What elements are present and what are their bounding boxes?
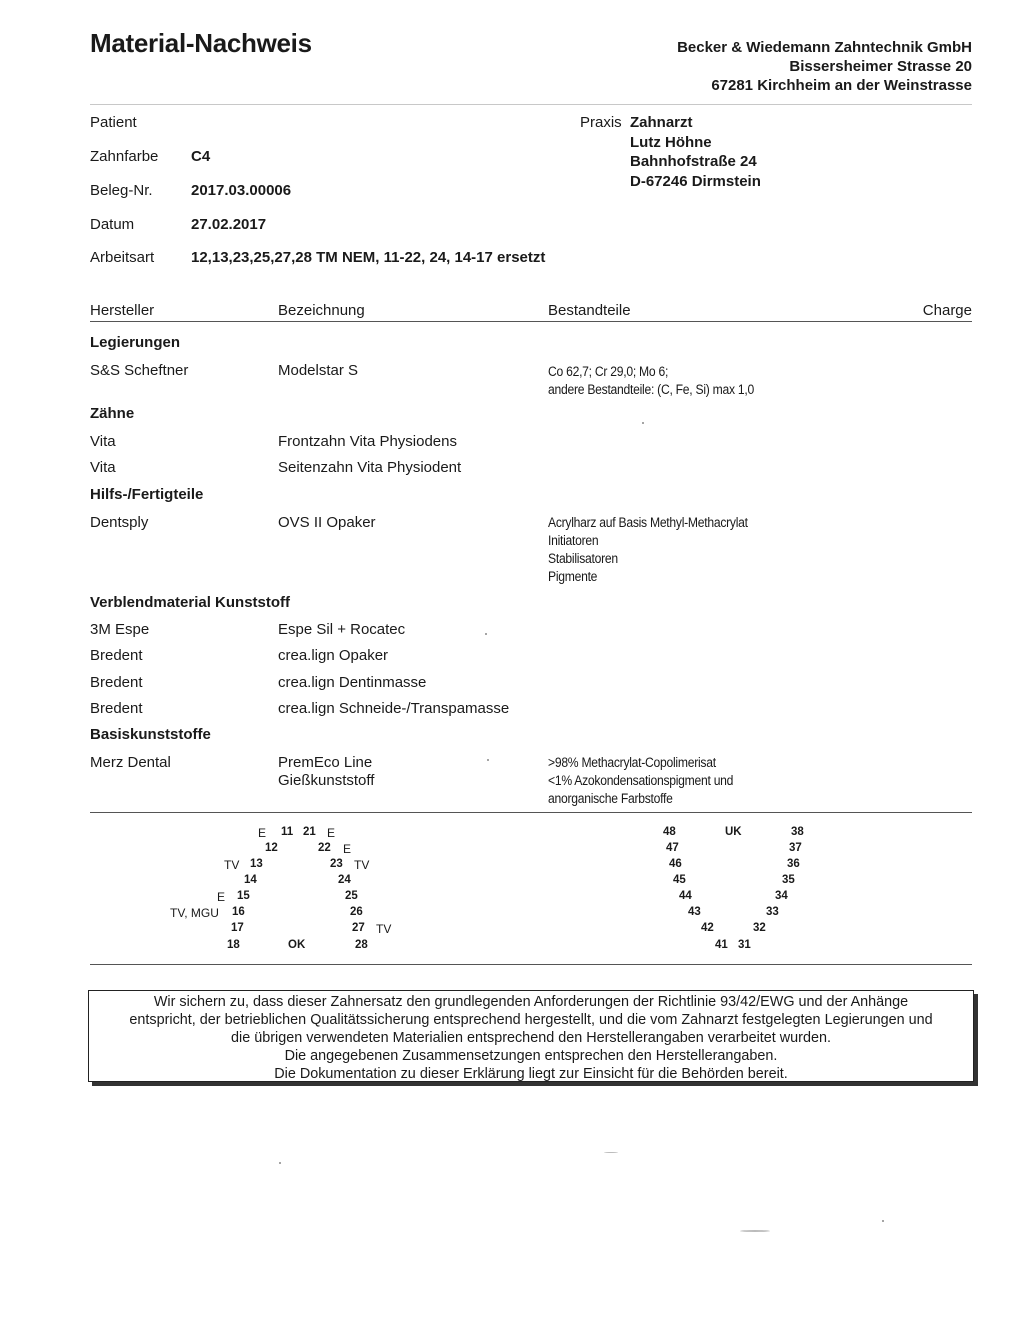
row-bestandteile (548, 363, 754, 399)
tooth-17: 17 (231, 922, 244, 934)
scan-speck (279, 1162, 281, 1164)
row-hersteller: Bredent (90, 647, 143, 664)
row-bezeichnung: Frontzahn Vita Physiodens (278, 433, 457, 450)
table-bottom-divider (90, 812, 972, 813)
row-hersteller: Vita (90, 459, 116, 476)
tooth-45: 45 (673, 874, 686, 886)
tooth-21: 21 (303, 826, 316, 838)
tooth-28: 28 (355, 939, 368, 951)
annotation-13: TV (224, 858, 240, 872)
row-bezeichnung: crea.lign Opaker (278, 647, 389, 664)
praxis-line: Zahnarzt (630, 114, 693, 131)
praxis-line: Lutz Höhne (630, 133, 712, 151)
annotation-11: E (258, 826, 267, 840)
annotation-15: E (217, 890, 226, 904)
bestandteil-line: Stabilisatoren (548, 551, 618, 566)
scan-speck (642, 422, 644, 424)
arbeitsart-value: 12,13,23,25,27,28 TM NEM, 11-22, 24, 14-17 ersetzt (191, 249, 546, 266)
row-hersteller: Bredent (90, 700, 143, 717)
row-bezeichnung: crea.lign Schneide-/Transpamasse (278, 700, 510, 717)
bestandteil-line: >98% Methacrylat-Copolimerisat (548, 755, 716, 770)
bestandteil-line: Pigmente (548, 569, 598, 584)
tooth-25: 25 (345, 890, 358, 902)
category-zaehne: Zähne (90, 405, 135, 422)
category-verblend: Verblendmaterial Kunststoff (90, 594, 291, 611)
tooth-32: 32 (753, 922, 766, 934)
bestandteil-line: andere Bestandteile: (C, Fe, Si) max 1,0 (548, 382, 754, 397)
row-bezeichnung: Espe Sil + Rocatec (278, 621, 406, 638)
document-title: Material-Nachweis (90, 28, 312, 58)
row-bezeichnung (278, 754, 374, 790)
annotation-21: E (327, 826, 336, 840)
tooth-41: 41 (715, 939, 728, 951)
row-bestandteile (548, 514, 748, 586)
declaration-line: Die angegebenen Zusammensetzungen entsprechen den Herstellerangaben. (284, 1048, 778, 1064)
tooth-34: 34 (775, 890, 788, 902)
declaration-line: entspricht, der betrieblichen Qualitätssicherung entsprechend hergestellt, und die vom Zahnarzt festgelegten Legierungen und (129, 1012, 933, 1028)
patient-label: Patient (90, 114, 137, 131)
tooth-43: 43 (688, 906, 701, 918)
praxis-line: D-67246 Dirmstein (630, 172, 761, 190)
annotation-16: TV, MGU (170, 906, 219, 920)
category-hilfs: Hilfs-/Fertigteile (90, 486, 204, 503)
row-hersteller: 3M Espe (90, 621, 150, 638)
row-hersteller: Bredent (90, 674, 143, 691)
chart-bottom-divider (90, 964, 972, 965)
tooth-47: 47 (666, 842, 679, 854)
tooth-13: 13 (250, 858, 263, 870)
row-bestandteile (548, 754, 733, 808)
bestandteil-line: Co 62,7; Cr 29,0; Mo 6; (548, 364, 669, 379)
tooth-23: 23 (330, 858, 343, 870)
bezeichnung-line: PremEco Line (278, 754, 373, 771)
row-hersteller: Vita (90, 433, 116, 450)
col-header-charge: Charge (922, 302, 972, 319)
tooth-18: 18 (227, 939, 240, 951)
company-address (677, 38, 972, 95)
tooth-26: 26 (350, 906, 363, 918)
bezeichnung-line: Gießkunststoff (278, 772, 375, 789)
praxis-label: Praxis (580, 114, 622, 131)
tooth-15: 15 (237, 890, 250, 902)
company-name: Becker & Wiedemann Zahntechnik GmbH (677, 39, 972, 56)
zahnfarbe-value: C4 (191, 148, 211, 165)
tooth-33: 33 (766, 906, 779, 918)
scan-speck (604, 1152, 618, 1153)
row-hersteller: Merz Dental (90, 754, 171, 771)
company-street: Bissersheimer Strasse 20 (789, 58, 972, 75)
datum-label: Datum (90, 216, 135, 233)
scan-speck (485, 633, 487, 635)
tooth-44: 44 (679, 890, 692, 902)
tooth-14: 14 (244, 874, 257, 886)
tooth-37: 37 (789, 842, 802, 854)
zahnfarbe-label: Zahnfarbe (90, 148, 159, 165)
beleg-value: 2017.03.00006 (191, 182, 292, 199)
arbeitsart-label: Arbeitsart (90, 249, 155, 266)
tooth-42: 42 (701, 922, 714, 934)
tooth-27: 27 (352, 922, 365, 934)
beleg-label: Beleg-Nr. (90, 182, 153, 199)
row-bezeichnung: Modelstar S (278, 362, 359, 379)
col-header-hersteller: Hersteller (90, 302, 155, 319)
scan-speck (740, 1230, 770, 1232)
tooth-24: 24 (338, 874, 351, 886)
col-header-bestandteile: Bestandteile (548, 302, 631, 319)
praxis-line: Bahnhofstraße 24 (630, 153, 757, 170)
bestandteil-line: anorganische Farbstoffe (548, 791, 673, 806)
declaration-line: die übrigen verwendeten Materialien entsprechend den Herstellerangaben verarbeitet wurden. (231, 1030, 831, 1046)
bestandteil-line: Initiatoren (548, 533, 599, 548)
scan-speck (882, 1220, 884, 1222)
lower-jaw-label: UK (725, 826, 742, 838)
declaration-line: Wir sichern zu, dass dieser Zahnersatz den grundlegenden Anforderungen der Richtlinie 93/42/EWG und der Anhänge (153, 994, 909, 1010)
row-bezeichnung: OVS II Opaker (278, 514, 376, 531)
category-basis: Basiskunststoffe (90, 726, 211, 743)
tooth-38: 38 (791, 826, 804, 838)
tooth-12: 12 (265, 842, 278, 854)
company-city: 67281 Kirchheim an der Weinstrasse (711, 77, 972, 94)
tooth-36: 36 (787, 858, 800, 870)
declaration-line: Die Dokumentation zu dieser Erklärung liegt zur Einsicht für die Behörden bereit. (274, 1066, 788, 1082)
bestandteil-line: Acrylharz auf Basis Methyl-Methacrylat (548, 515, 748, 530)
annotation-22: E (343, 842, 352, 856)
tooth-48: 48 (663, 826, 676, 838)
scan-speck (487, 759, 489, 761)
row-bezeichnung: Seitenzahn Vita Physiodent (278, 459, 462, 476)
annotation-27: TV (376, 922, 392, 936)
annotation-ok: OK (288, 939, 306, 951)
tooth-22: 22 (318, 842, 331, 854)
row-hersteller: Dentsply (90, 514, 149, 531)
tooth-11: 11 (281, 826, 294, 838)
col-header-bezeichnung: Bezeichnung (278, 302, 365, 319)
annotation-23: TV (354, 858, 370, 872)
header-divider (90, 104, 972, 105)
bestandteil-line: <1% Azokondensationspigment und (548, 773, 734, 788)
row-hersteller: S&S Scheftner (90, 362, 189, 379)
tooth-31: 31 (738, 939, 751, 951)
tooth-35: 35 (782, 874, 795, 886)
row-bezeichnung: crea.lign Dentinmasse (278, 674, 427, 691)
category-legierungen: Legierungen (90, 334, 181, 351)
table-header-divider (90, 321, 972, 322)
tooth-46: 46 (669, 858, 682, 870)
datum-value: 27.02.2017 (191, 216, 267, 233)
praxis-address (630, 113, 761, 191)
declaration-box (88, 990, 974, 1082)
tooth-16: 16 (232, 906, 245, 918)
